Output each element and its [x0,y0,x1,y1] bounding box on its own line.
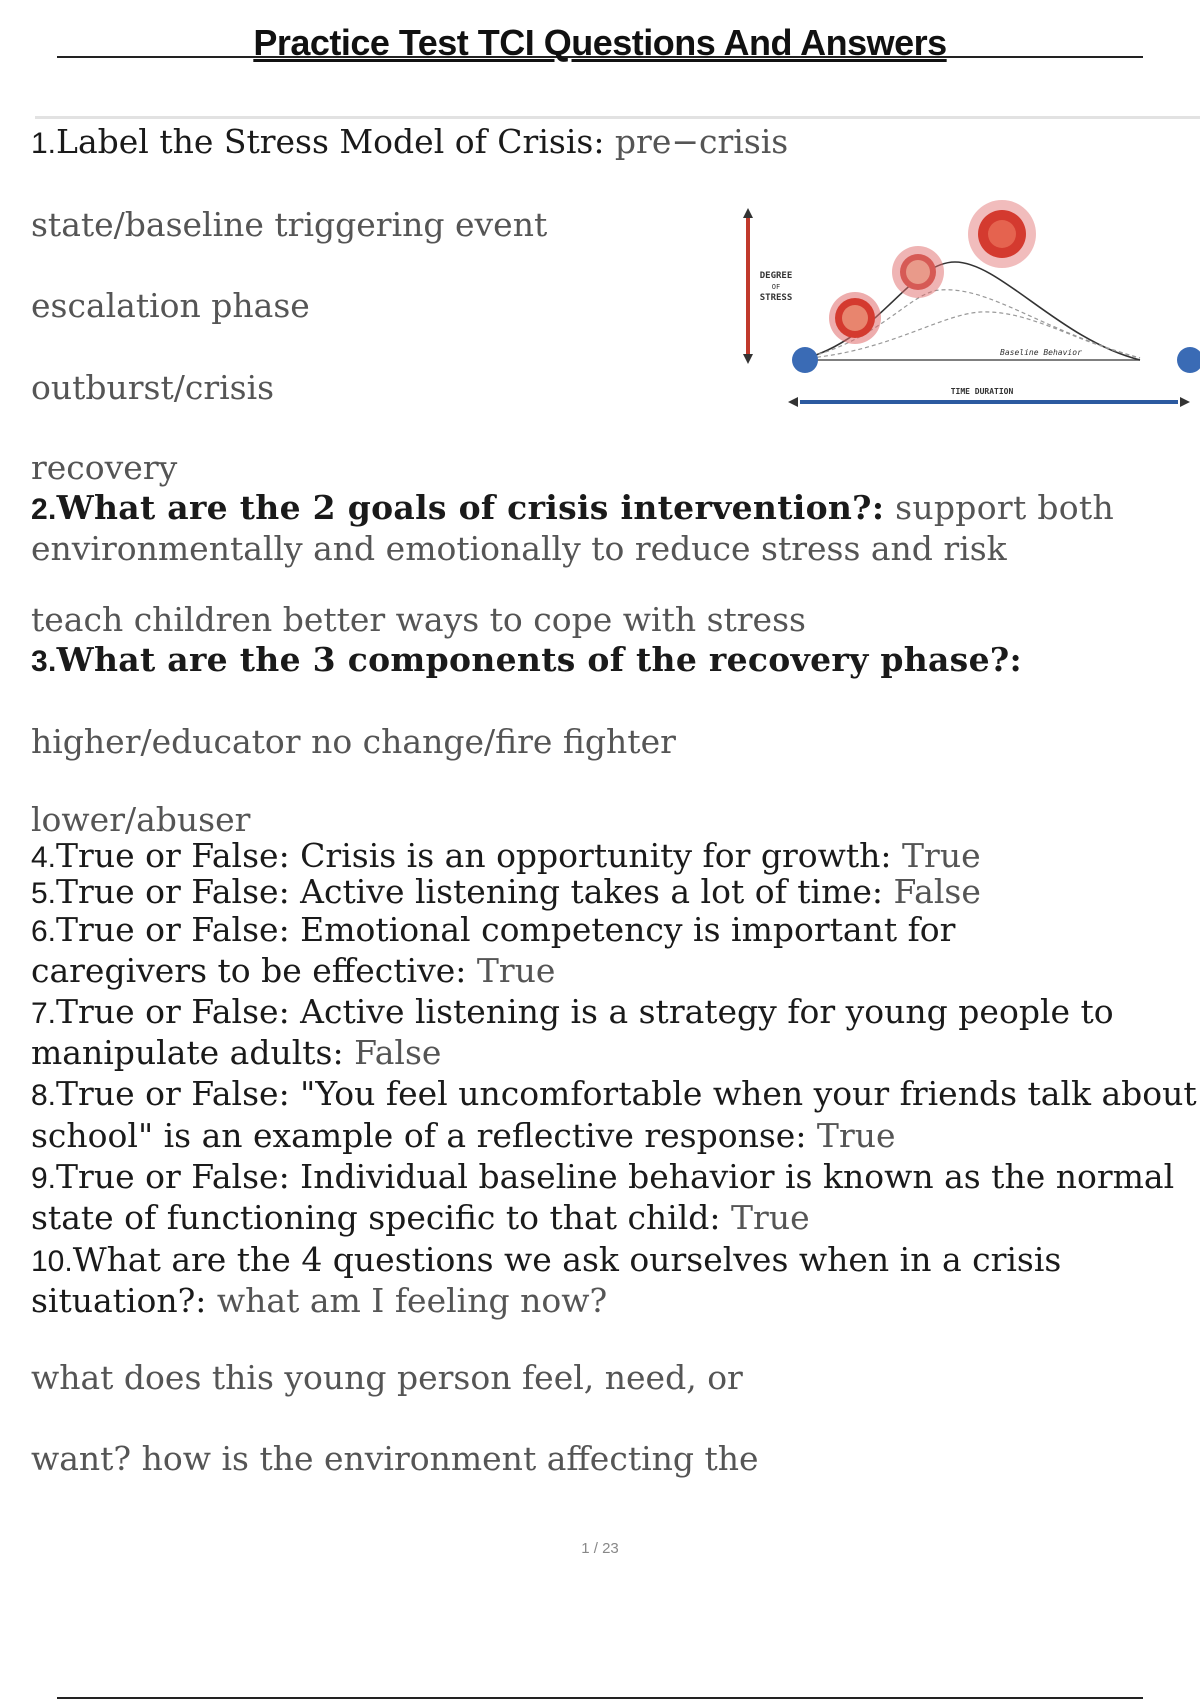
answer-text: support both [884,488,1115,527]
answer-line: higher/educator no change/fire fighter [31,722,676,761]
question-10 [31,1240,1061,1282]
question-8-cont [31,1116,896,1156]
baseline-label: Baseline Behavior [1000,348,1082,357]
question-7 [31,992,1114,1034]
question-prompt: True or False: Individual baseline behavior is known as the normal [56,1157,1175,1196]
question-prompt: Label the Stress Model of Crisis: [56,122,605,161]
answer-text: False [883,872,981,911]
question-1 [31,122,788,164]
section-divider [35,116,1200,119]
triggering-event-sun [829,292,881,344]
question-number: 10. [31,1245,73,1278]
question-prompt: True or False: Active listening is a strategy for young people to [56,992,1114,1031]
question-9 [31,1157,1174,1199]
question-10-cont [31,1281,607,1321]
question-prompt: True or False: Emotional competency is important for [56,910,956,949]
question-prompt: True or False: "You feel uncomfortable when your friends talk about [56,1074,1197,1113]
answer-text: True [466,951,556,990]
question-9-cont [31,1198,810,1238]
question-prompt: state of functioning specific to that child: [31,1198,721,1237]
escalation-sun [892,246,944,298]
answer-text: True [720,1198,810,1237]
answer-line: want? how is the environment affecting the [31,1439,759,1478]
bottom-rule [57,1697,1143,1699]
question-prompt: school" is an example of a reflective response: [31,1116,807,1155]
question-prompt: True or False: Active listening takes a lot of time: [56,872,884,911]
question-prompt: situation?: [31,1281,207,1320]
answer-text: pre−crisis [604,122,789,161]
stress-model-diagram [740,200,1200,415]
question-prompt: manipulate adults: [31,1033,344,1072]
question-number: 6. [31,915,57,948]
answer-text: True [891,836,981,875]
question-prompt: What are the 2 goals of crisis intervention?: [56,488,885,527]
answer-line: environmentally and emotionally to reduce stress and risk [31,529,1007,568]
question-prompt: What are the 4 questions we ask ourselves when in a crisis [72,1240,1062,1279]
answer-line: outburst/crisis [31,368,275,407]
y-axis-label: STRESS [759,293,793,303]
answer-line: lower/abuser [31,800,251,839]
answer-line: what does this young person feel, need, or [31,1358,743,1397]
question-3 [31,640,1022,682]
question-number: 2. [31,493,57,526]
y-axis-arrow-down [743,354,753,364]
x-axis-arrow-right [1180,397,1190,407]
question-2 [31,488,1114,530]
y-axis-arrow-up [743,208,753,218]
question-number: 9. [31,1162,57,1195]
answer-text: what am I feeling now? [206,1281,608,1320]
question-number: 8. [31,1079,57,1112]
question-number: 1. [31,127,57,160]
y-axis-label: DEGREE [759,271,793,281]
answer-line: escalation phase [31,286,310,325]
answer-text: False [343,1033,442,1072]
question-number: 3. [31,645,57,678]
question-number: 7. [31,997,57,1030]
page-indicator: 1 / 23 [581,1540,619,1557]
question-6 [31,910,955,952]
page-title: Practice Test TCI Questions And Answers [253,22,947,63]
answer-line: state/baseline triggering event [31,205,548,244]
answer-line: teach children better ways to cope with stress [31,600,806,639]
question-number: 5. [31,877,57,910]
question-number: 4. [31,841,57,874]
question-6-cont [31,951,555,991]
pre-crisis-node [792,347,818,373]
y-axis-label: OF [771,283,781,291]
answer-text: True [806,1116,896,1155]
question-8 [31,1074,1197,1116]
question-5 [31,872,981,914]
x-axis-arrow-left [788,397,798,407]
question-prompt: caregivers to be effective: [31,951,467,990]
question-prompt: What are the 3 components of the recovery phase?: [56,640,1022,679]
x-axis-label: TIME DURATION [950,387,1014,396]
answer-line: recovery [31,448,178,487]
outburst-sun [968,200,1036,268]
recovery-node [1177,347,1200,373]
question-prompt: True or False: Crisis is an opportunity for growth: [56,836,892,875]
question-7-cont [31,1033,441,1073]
